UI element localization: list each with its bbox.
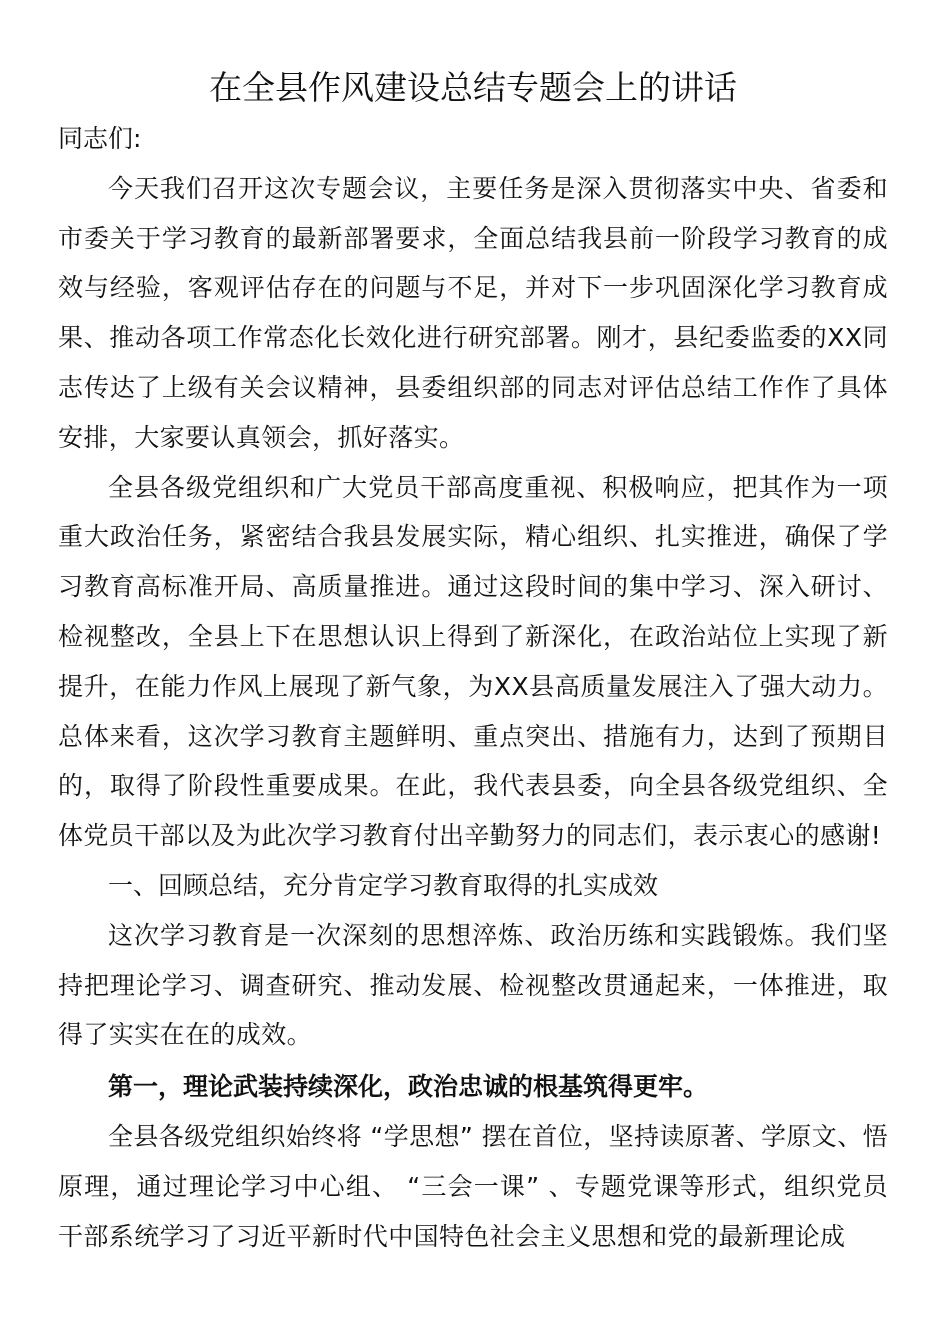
document-title: 在全县作风建设总结专题会上的讲话	[209, 68, 737, 107]
document-page	[58, 62, 888, 1261]
greeting: 同志们:	[58, 124, 142, 153]
subheading: 第一，理论武装持续深化，政治忠诚的根基筑得更牢。	[108, 1072, 709, 1102]
paragraph-opening: 今天我们召开这次专题会议，主要任务是深入贯彻落实中央、省委和市委关于学习教育的最新部署要求，全面总结我县前一阶段学习教育的成效与经验，客观评估存在的问题与不足，并对下一步巩固深化学习教育成果、推动各项工作常态化长效化进行研究部署。刚才，县纪委监委的XX同志传达了上级有关会议精神，县委组织部的同志对评估总结工作作了具体安排，大家要认真领会，抓好落实。	[58, 173, 888, 452]
section-heading: 一、回顾总结，充分肯定学习教育取得的扎实成效	[108, 870, 659, 900]
section-paragraph: 这次学习教育是一次深刻的思想淬炼、政治历练和实践锻炼。我们坚持把理论学习、调查研究、推动发展、检视整改贯通起来，一体推进，取得了实实在在的成效。	[58, 920, 888, 1050]
paragraph-overview: 全县各级党组织和广大党员干部高度重视、积极响应，把其作为一项重大政治任务，紧密结合我县发展实际，精心组织、扎实推进，确保了学习教育高标准开局、高质量推进。通过这段时间的集中学习、深入研讨、检视整改，全县上下在思想认识上得到了新深化，在政治站位上实现了新提升，在能力作风上展现了新气象，为XX县高质量发展注入了强大动力。总体来看，这次学习教育主题鲜明、重点突出、措施有力，达到了预期目的，取得了阶段性重要成果。在此，我代表县委，向全县各级党组织、全体党员干部以及为此次学习教育付出辛勤努力的同志们，表示衷心的感谢!	[58, 472, 888, 851]
subheading-paragraph: 全县各级党组织始终将 “学思想” 摆在首位，坚持读原著、学原文、悟原理，通过理论学习中心组、 “三会一课” 、专题党课等形式，组织党员干部系统学习了习近平新时代中国特色社会主义思想和党的最新理论成	[58, 1121, 888, 1251]
